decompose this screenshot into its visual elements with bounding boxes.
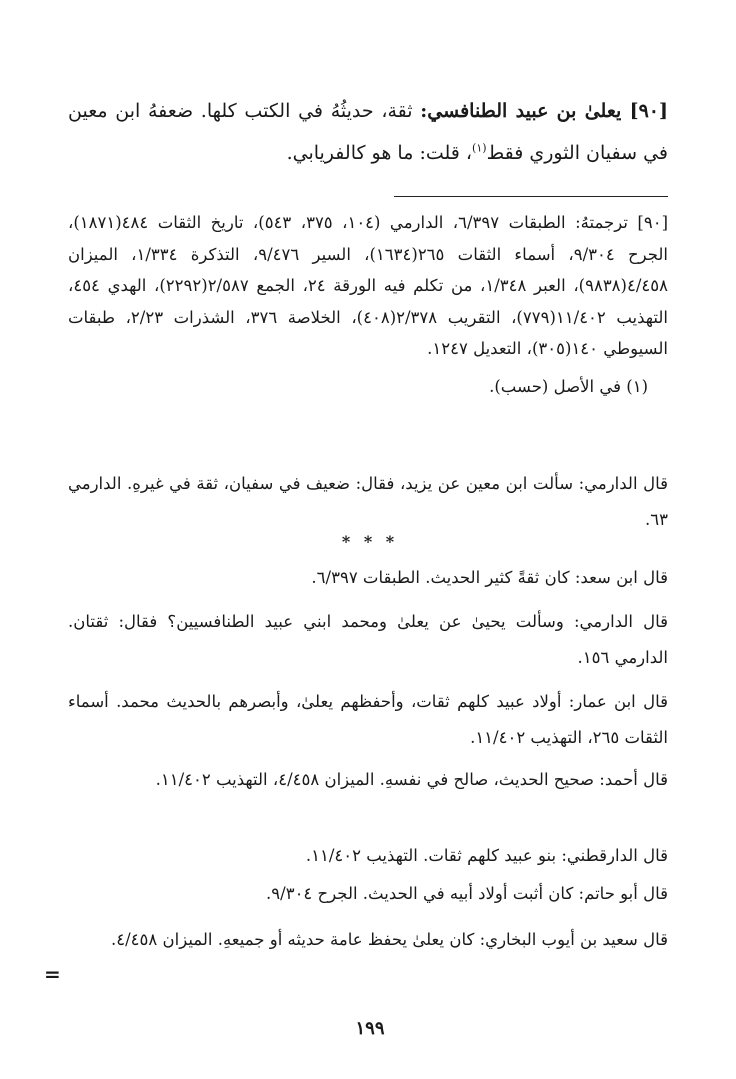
section-divider-stars: * * * xyxy=(341,532,399,551)
page-number: ١٩٩ xyxy=(355,1018,385,1039)
quote-2 xyxy=(68,604,668,676)
quote-text: قال ابن عمار: أولاد عبيد كلهم ثقات، وأحفظهم يعلىٰ، وأبصرهم بالحديث محمد. أسماء الثقات ٢٦٥، التهذيب ١١/٤٠٢. xyxy=(68,692,668,747)
footnote-reference: (١) xyxy=(472,141,487,155)
entry-text-after: ، قلت: ما هو كالفريابي. xyxy=(286,142,473,164)
quote-5 xyxy=(68,838,668,874)
footnote-divider-line xyxy=(394,196,668,197)
entry-header: [٩٠] يعلىٰ بن عبيد الطنافسي: xyxy=(420,100,668,122)
footnote-text: (١) في الأصل (حسب). xyxy=(489,376,648,396)
entry-paragraph xyxy=(68,90,668,174)
quote-text: قال الدارقطني: بنو عبيد كلهم ثقات. التهذيب ١١/٤٠٢. xyxy=(305,846,668,865)
notes-block xyxy=(68,207,668,402)
translation-note xyxy=(68,207,668,365)
quote-7 xyxy=(68,922,668,958)
translation-text: الطبقات ٦/٣٩٧، الدارمي (١٠٤، ٣٧٥، ٥٤٣)، تاريخ الثقات ٤٨٤(١٨٧١)، الجرح ٩/٣٠٤، أسماء الثقات ٢٦٥(١٦٣٤)، السير ٩/٤٧٦، التذكرة ١/٣٣٤، الميزان ٤/٤٥٨(٩٨٣٨)، العبر ١/٣٤٨، من تكلم فيه الورقة ٢٤، الجمع ٢/٥٨٧(٢٢٩٢)، الهدي ٤٥٤، التهذيب ١١/٤٠٢(٧٧٩)، التقريب ٢/٣٧٨(٤٠٨)، الخلاصة ٣٧٦، الشذرات ٢/٢٣، طبقات السيوطي ١٤٠(٣٠٥)، التعديل ١٢٤٧. xyxy=(68,213,669,358)
quote-text: قال سعيد بن أيوب البخاري: كان يعلىٰ يحفظ عامة حديثه أو جميعهِ. الميزان ٤/٤٥٨. xyxy=(111,930,668,949)
quote-1 xyxy=(68,560,668,596)
quote-text: قال أحمد: صحيح الحديث، صالح في نفسهِ. الميزان ٤/٤٥٨، التهذيب ١١/٤٠٢. xyxy=(155,770,668,789)
translation-label: [٩٠] ترجمتهُ: xyxy=(575,213,668,232)
quote-6 xyxy=(68,876,668,912)
quote-text: قال ابن سعد: كان ثقةً كثير الحديث. الطبقات ٦/٣٩٧. xyxy=(311,568,668,587)
entry-text: ثقة، حديثُهُ في الكتب كلها. ضعفهُ ابن معين في سفيان الثوري فقط xyxy=(68,100,668,164)
quote-0 xyxy=(68,466,668,538)
quote-text: قال أبو حاتم: كان أثبت أولاد أبيه في الحديث. الجرح ٩/٣٠٤. xyxy=(266,884,668,903)
quote-3 xyxy=(68,684,668,756)
quote-text: قال الدارمي: سألت ابن معين عن يزيد، فقال: ضعيف في سفيان، ثقة في غيرهِ. الدارمي ٦٣. xyxy=(68,474,668,529)
continuation-mark: = xyxy=(44,962,61,986)
quote-text: قال الدارمي: وسألت يحيىٰ عن يعلىٰ ومحمد ابني عبيد الطنافسيين؟ فقال: ثقتان. الدارمي ١٥٦. xyxy=(68,612,668,667)
quote-4 xyxy=(68,762,668,798)
